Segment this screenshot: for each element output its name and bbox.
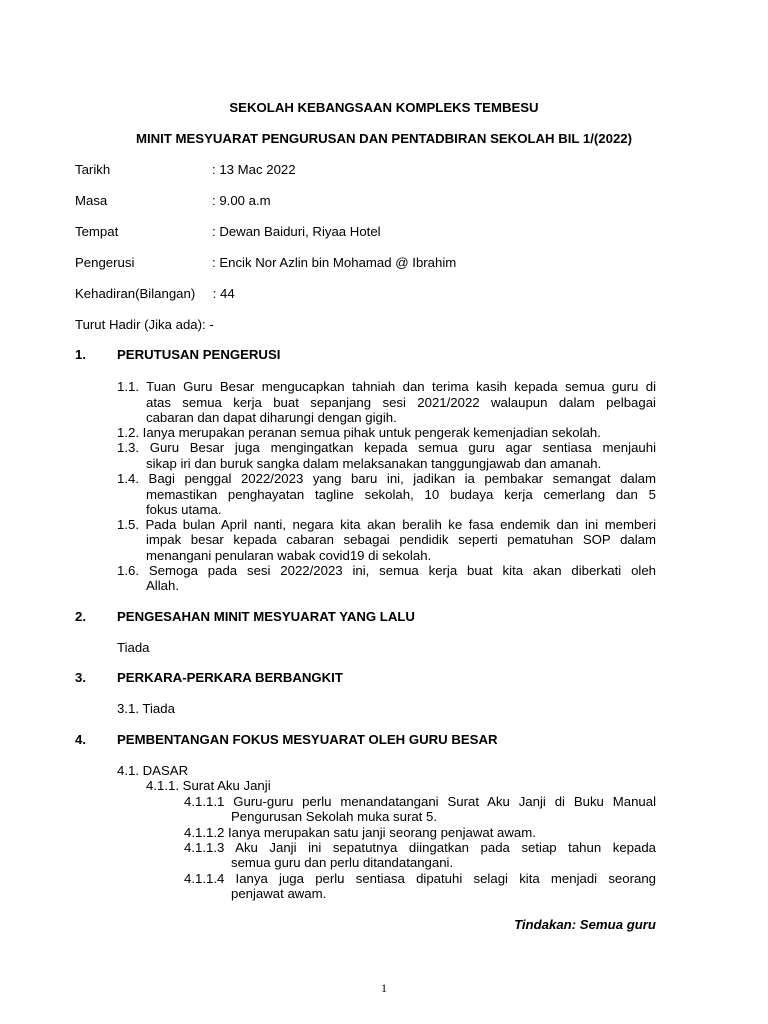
paragraph-line: impak besar kepada cabaran sebagai pendidik seperti pematuhan SOP dalam (146, 532, 656, 547)
paragraph-line: semua guru dan perlu ditandatangani. (231, 855, 454, 870)
paragraph-line: 4.1. DASAR (117, 763, 189, 778)
section-heading: PEMBENTANGAN FOKUS MESYUARAT OLEH GURU BESAR (117, 732, 498, 747)
paragraph-line: 3.1. Tiada (117, 701, 175, 716)
paragraph-line: 1.1. Tuan Guru Besar mengucapkan tahniah dan terima kasih kepada semua guru di (117, 379, 656, 394)
paragraph-line: 4.1.1.4 Ianya juga perlu sentiasa dipatuhi selagi kita menjadi seorang (184, 871, 656, 886)
paragraph-line: atas semua kerja buat sepanjang sesi 2021/2022 walaupun dalam pelbagai (146, 395, 656, 410)
action-note: Tindakan: Semua guru (514, 917, 656, 932)
paragraph-line: 1.3. Guru Besar juga mengingatkan kepada semua guru agar sentiasa menjauhi (117, 440, 656, 455)
meta-label-pengerusi: Pengerusi (75, 255, 135, 270)
paragraph-line: 1.5. Pada bulan April nanti, negara kita akan beralih ke fasa endemik dan ini memberi (117, 517, 656, 532)
paragraph-line: 1.6. Semoga pada sesi 2022/2023 ini, semua kerja buat kita akan diberkati oleh (117, 563, 656, 578)
meta-value-tarikh: : 13 Mac 2022 (212, 162, 296, 177)
paragraph-line: 4.1.1.1 Guru-guru perlu menandatangani Surat Aku Janji di Buku Manual (184, 794, 656, 809)
paragraph-line: 1.2. Ianya merupakan peranan semua pihak untuk pengerak kemenjadian sekolah. (117, 425, 601, 440)
paragraph-line: penjawat awam. (231, 886, 327, 901)
meta-label-tempat: Tempat (75, 224, 119, 239)
page-number: 1 (381, 981, 387, 995)
paragraph-line: Allah. (146, 578, 179, 593)
meta-label-kehadiran: Kehadiran(Bilangan) (75, 286, 196, 301)
school-name: SEKOLAH KEBANGSAAN KOMPLEKS TEMBESU (229, 100, 539, 115)
meta-value-kehadiran: : 44 (209, 286, 235, 301)
meta-value-tempat: : Dewan Baiduri, Riyaa Hotel (212, 224, 381, 239)
meta-value-pengerusi: : Encik Nor Azlin bin Mohamad @ Ibrahim (212, 255, 457, 270)
paragraph-line: fokus utama. (146, 502, 222, 517)
section-number: 3. (75, 670, 86, 685)
paragraph-line: cabaran dan dapat diharungi dengan gigih. (146, 410, 397, 425)
paragraph-line: memastikan penghayatan tagline sekolah, 10 budaya kerja cemerlang dan 5 (146, 487, 656, 502)
meta-label-tarikh: Tarikh (75, 162, 111, 177)
paragraph-line: 1.4. Bagi penggal 2022/2023 yang baru ini, jadikan ia pembakar semangat dalam (117, 471, 656, 486)
document-title: MINIT MESYUARAT PENGURUSAN DAN PENTADBIRAN SEKOLAH BIL 1/(2022) (135, 131, 633, 146)
section-heading: PERUTUSAN PENGERUSI (117, 347, 281, 362)
section-number: 4. (75, 732, 86, 747)
paragraph-line: 4.1.1.2 Ianya merupakan satu janji seorang penjawat awam. (184, 825, 536, 840)
paragraph-line: Pengurusan Sekolah muka surat 5. (231, 809, 437, 824)
section-number: 2. (75, 609, 86, 624)
meta-label-masa: Masa (75, 193, 108, 208)
paragraph-line: 4.1.1. Surat Aku Janji (146, 778, 271, 793)
paragraph-line: menangani penularan wabak covid19 di sekolah. (146, 548, 432, 563)
meta-label-turut-hadir: Turut Hadir (Jika ada): - (75, 317, 214, 332)
paragraph-line: sikap iri dan buruk sangka dalam melaksanakan tanggungjawab dan amanah. (146, 456, 602, 471)
section-heading: PERKARA-PERKARA BERBANGKIT (117, 670, 343, 685)
paragraph-line: Tiada (117, 640, 150, 655)
section-heading: PENGESAHAN MINIT MESYUARAT YANG LALU (117, 609, 415, 624)
paragraph-line: 4.1.1.3 Aku Janji ini sepatutnya diingatkan pada setiap tahun kepada (184, 840, 656, 855)
meta-value-masa: : 9.00 a.m (212, 193, 271, 208)
section-number: 1. (75, 347, 86, 362)
